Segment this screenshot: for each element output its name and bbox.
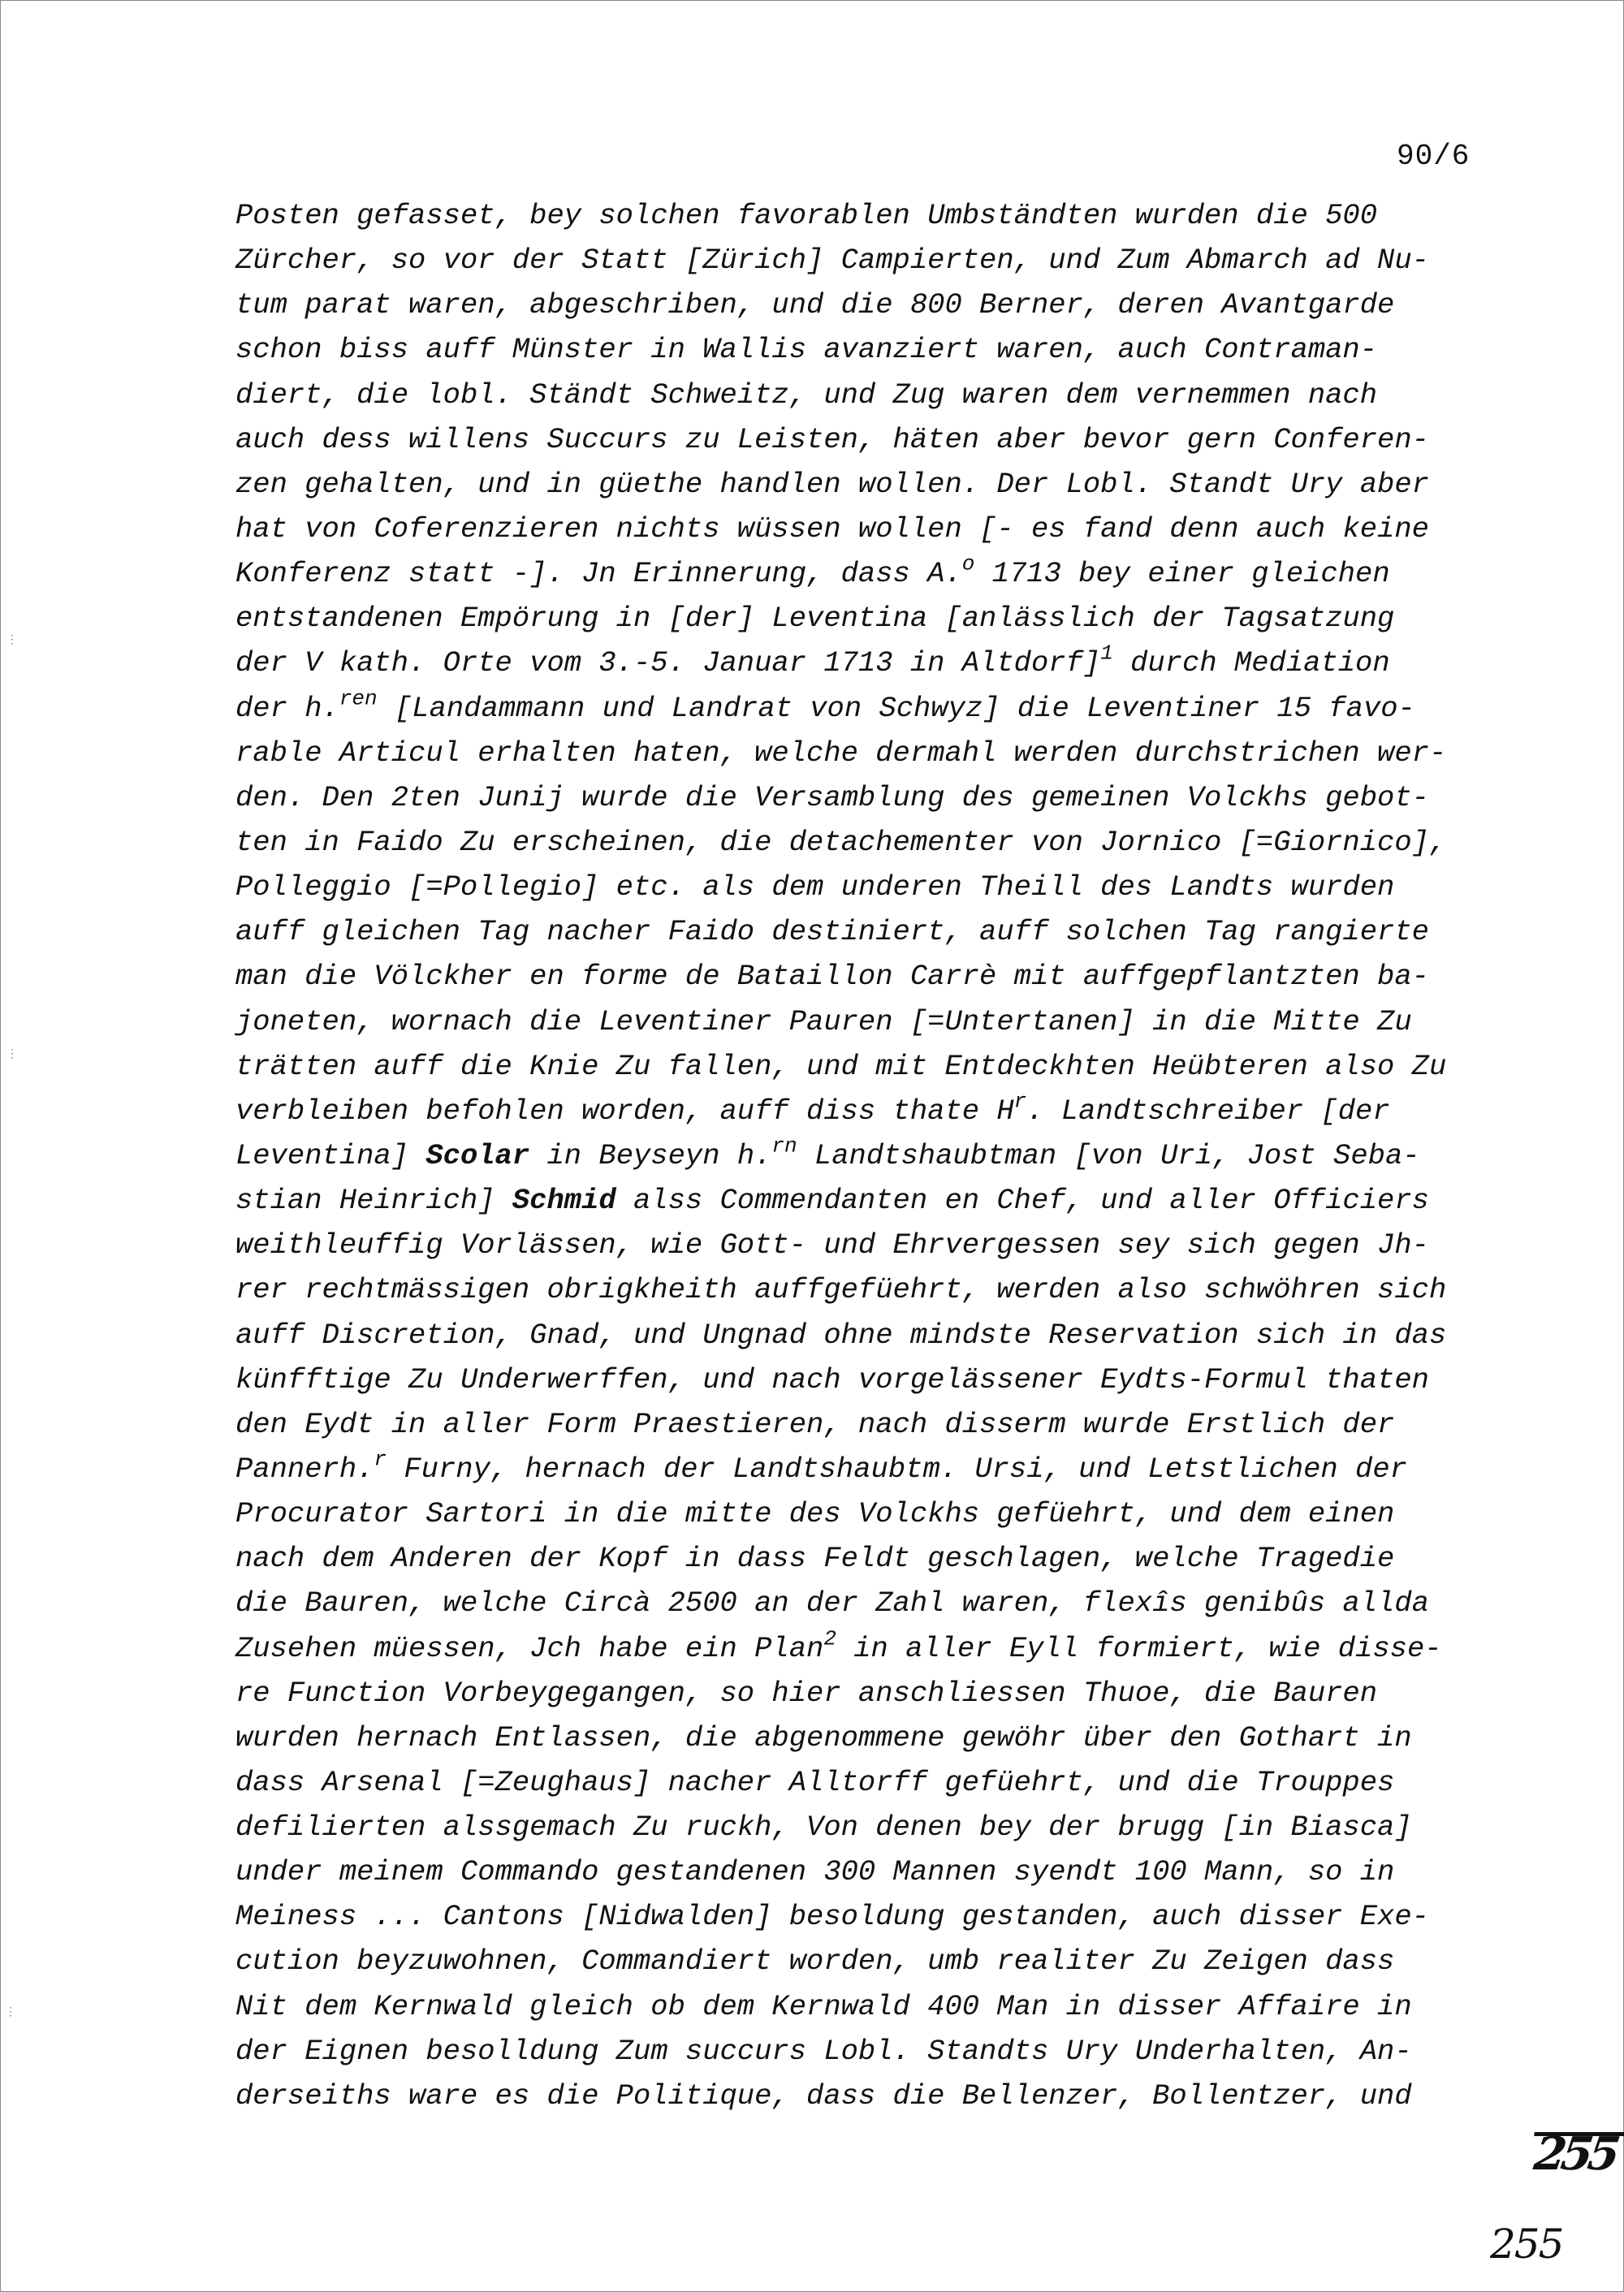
text-line bbox=[235, 775, 1486, 820]
superscript: rn bbox=[771, 1133, 797, 1159]
text-segment: zen gehalten, und in güethe handlen wollen. Der Lobl. Standt Ury aber bbox=[235, 467, 1429, 501]
text-line bbox=[235, 2074, 1486, 2118]
text-line bbox=[235, 551, 1486, 596]
text-segment: die Bauren, welche Circà 2500 an der Zahl waren, flexîs genibûs allda bbox=[235, 1586, 1429, 1621]
text-segment: 1713 bey einer gleichen bbox=[974, 557, 1390, 591]
text-segment: rer rechtmässigen obrigkheith auffgefüehrt, werden also schwöhren sich bbox=[235, 1273, 1447, 1307]
text-line bbox=[235, 954, 1486, 999]
text-segment: nach dem Anderen der Kopf in dass Feldt geschlagen, welche Tragedie bbox=[235, 1542, 1395, 1576]
text-line bbox=[235, 327, 1486, 372]
text-line bbox=[235, 686, 1486, 731]
text-line bbox=[235, 596, 1486, 641]
text-line bbox=[235, 373, 1486, 417]
text-line bbox=[235, 417, 1486, 462]
text-line bbox=[235, 1178, 1486, 1223]
text-segment: der V kath. Orte vom 3.-5. Januar 1713 in Altdorf] bbox=[235, 646, 1101, 680]
text-segment: künfftige Zu Underwerffen, und nach vorgelässener Eydts-Formul thaten bbox=[235, 1362, 1429, 1396]
text-line bbox=[235, 731, 1486, 775]
text-segment: den. Den 2ten Junij wurde die Versamblung des gemeinen Volckhs gebot- bbox=[235, 780, 1429, 814]
text-segment: man die Völckher en forme de Bataillon Carrè mit auffgepflantzten ba- bbox=[235, 960, 1429, 994]
text-segment: Zürcher, so vor der Statt [Zürich] Campierten, und Zum Abmarch ad Nu- bbox=[235, 244, 1429, 278]
text-segment: diert, die lobl. Ständt Schweitz, und Zug waren dem vernemmen nach bbox=[235, 378, 1378, 412]
text-segment: alss Commendanten en Chef, und aller Officiers bbox=[615, 1184, 1429, 1218]
text-segment: Nit dem Kernwald gleich ob dem Kernwald 400 Man in disser Affaire in bbox=[235, 1989, 1412, 2023]
text-segment: Meiness ... Cantons [Nidwalden] besoldung gestanden, auch disser Exe- bbox=[235, 1900, 1429, 1934]
stamp-number: 255 bbox=[1531, 2127, 1619, 2181]
text-line bbox=[235, 1089, 1486, 1133]
text-segment: verbleiben befohlen worden, auff diss thate H bbox=[235, 1094, 1014, 1128]
superscript: 2 bbox=[823, 1626, 836, 1651]
superscript: r bbox=[1013, 1089, 1027, 1114]
superscript: o bbox=[961, 551, 975, 576]
text-segment: durch Mediation bbox=[1112, 646, 1390, 680]
text-segment: tum parat waren, abgeschriben, und die 800 Berner, deren Avantgarde bbox=[235, 288, 1395, 322]
text-segment: Leventina] bbox=[235, 1138, 426, 1172]
text-line bbox=[235, 1939, 1486, 1983]
text-line bbox=[235, 1536, 1486, 1581]
bold-name: Scolar bbox=[425, 1138, 530, 1172]
text-line bbox=[235, 1671, 1486, 1716]
text-segment: Pannerh. bbox=[235, 1452, 374, 1486]
text-line bbox=[235, 1223, 1486, 1267]
text-line bbox=[235, 1402, 1486, 1447]
text-line bbox=[235, 1850, 1486, 1894]
superscript: ren bbox=[339, 686, 378, 711]
text-segment: in Beyseyn h. bbox=[529, 1138, 772, 1172]
margin-mark: ⋮ bbox=[6, 634, 18, 647]
text-line bbox=[235, 1805, 1486, 1850]
text-line bbox=[235, 641, 1486, 685]
text-segment: in aller Eyll formiert, wie disse- bbox=[836, 1631, 1442, 1665]
superscript: r bbox=[374, 1447, 387, 1472]
text-segment: joneten, wornach die Leventiner Pauren [=Untertanen] in die Mitte Zu bbox=[235, 1004, 1412, 1038]
text-segment: defilierten alssgemach Zu ruckh, Von denen bey der brugg [in Biasca] bbox=[235, 1811, 1412, 1845]
text-segment: trätten auff die Knie Zu fallen, und mit Entdeckhten Heübteren also Zu bbox=[235, 1049, 1447, 1083]
text-segment: . Landtschreiber [der bbox=[1026, 1094, 1390, 1128]
text-line bbox=[235, 999, 1486, 1044]
text-line bbox=[235, 909, 1486, 954]
text-line bbox=[235, 1313, 1486, 1358]
text-segment: hat von Coferenzieren nichts wüssen wollen [- es fand denn auch keine bbox=[235, 511, 1429, 546]
text-line bbox=[235, 820, 1486, 865]
text-segment: derseiths ware es die Politique, dass die Bellenzer, Bollentzer, und bbox=[235, 2078, 1412, 2113]
text-line bbox=[235, 1491, 1486, 1536]
text-segment: re Function Vorbeygegangen, so hier anschliessen Thuoe, die Bauren bbox=[235, 1676, 1378, 1710]
body-text bbox=[235, 193, 1486, 2118]
text-line bbox=[235, 507, 1486, 551]
text-line bbox=[235, 1358, 1486, 1402]
text-line bbox=[235, 1984, 1486, 2029]
text-line bbox=[235, 193, 1486, 238]
text-segment: Procurator Sartori in die mitte des Volckhs gefüehrt, und dem einen bbox=[235, 1497, 1395, 1531]
text-segment: Polleggio [=Pollegio] etc. als dem underen Theill des Landts wurden bbox=[235, 870, 1395, 904]
text-segment: under meinem Commando gestandenen 300 Mannen syendt 100 Mann, so in bbox=[235, 1855, 1395, 1889]
bold-name: Schmid bbox=[512, 1184, 616, 1218]
text-line bbox=[235, 462, 1486, 507]
text-segment: Zusehen müessen, Jch habe ein Plan bbox=[235, 1631, 824, 1665]
text-segment: der Eignen besolldung Zum succurs Lobl. Standts Ury Underhalten, An- bbox=[235, 2034, 1412, 2068]
text-line bbox=[235, 1760, 1486, 1805]
text-segment: entstandenen Empörung in [der] Leventina [anlässlich der Tagsatzung bbox=[235, 602, 1395, 636]
page-number: 90/6 bbox=[1397, 140, 1471, 173]
text-line bbox=[235, 1716, 1486, 1760]
text-segment: Landtshaubtman [von Uri, Jost Seba- bbox=[797, 1138, 1420, 1172]
text-line bbox=[235, 2029, 1486, 2074]
handwritten-number: 255 bbox=[1490, 2221, 1563, 2268]
text-line bbox=[235, 1581, 1486, 1625]
text-segment: auff gleichen Tag nacher Faido destiniert, auff solchen Tag rangierte bbox=[235, 915, 1429, 949]
text-line bbox=[235, 1044, 1486, 1089]
text-segment: stian Heinrich] bbox=[235, 1184, 512, 1218]
text-segment: rable Articul erhalten haten, welche dermahl werden durchstrichen wer- bbox=[235, 736, 1447, 770]
text-segment: [Landammann und Landrat von Schwyz] die Leventiner 15 favo- bbox=[377, 691, 1415, 725]
text-segment: cution beyzuwohnen, Commandiert worden, umb realiter Zu Zeigen dass bbox=[235, 1945, 1395, 1979]
text-segment: wurden hernach Entlassen, die abgenommene gewöhr über den Gothart in bbox=[235, 1720, 1412, 1755]
text-segment: Posten gefasset, bey solchen favorablen Umbständten wurden die 500 bbox=[235, 199, 1378, 232]
text-segment: der h. bbox=[235, 691, 339, 725]
text-line bbox=[235, 1447, 1486, 1491]
text-segment: auch dess willens Succurs zu Leisten, häten aber bevor gern Conferen- bbox=[235, 422, 1429, 456]
text-line bbox=[235, 1626, 1486, 1671]
superscript: 1 bbox=[1100, 641, 1113, 667]
text-line bbox=[235, 1133, 1486, 1178]
margin-mark: ⋮ bbox=[6, 1048, 18, 1061]
text-segment: Furny, hernach der Landtshaubtm. Ursi, und Letstlichen der bbox=[387, 1452, 1407, 1486]
text-segment: auff Discretion, Gnad, und Ungnad ohne mindste Reservation sich in das bbox=[235, 1318, 1447, 1352]
text-segment: weithleuffig Vorlässen, wie Gott- und Ehrvergessen sey sich gegen Jh- bbox=[235, 1228, 1429, 1263]
text-line bbox=[235, 865, 1486, 909]
text-segment: schon biss auff Münster in Wallis avanziert waren, auch Contraman- bbox=[235, 333, 1378, 367]
text-line bbox=[235, 1894, 1486, 1939]
text-line bbox=[235, 238, 1486, 283]
text-segment: Konferenz statt -]. Jn Erinnerung, dass A. bbox=[235, 557, 962, 591]
text-segment: den Eydt in aller Form Praestieren, nach disserm wurde Erstlich der bbox=[235, 1407, 1395, 1441]
text-segment: ten in Faido Zu erscheinen, die detachementer von Jornico [=Giornico], bbox=[235, 825, 1447, 859]
margin-mark: ⋮ bbox=[5, 2006, 16, 2019]
text-segment: dass Arsenal [=Zeughaus] nacher Alltorff gefüehrt, und die Trouppes bbox=[235, 1765, 1395, 1799]
text-line bbox=[235, 283, 1486, 327]
text-line bbox=[235, 1267, 1486, 1312]
